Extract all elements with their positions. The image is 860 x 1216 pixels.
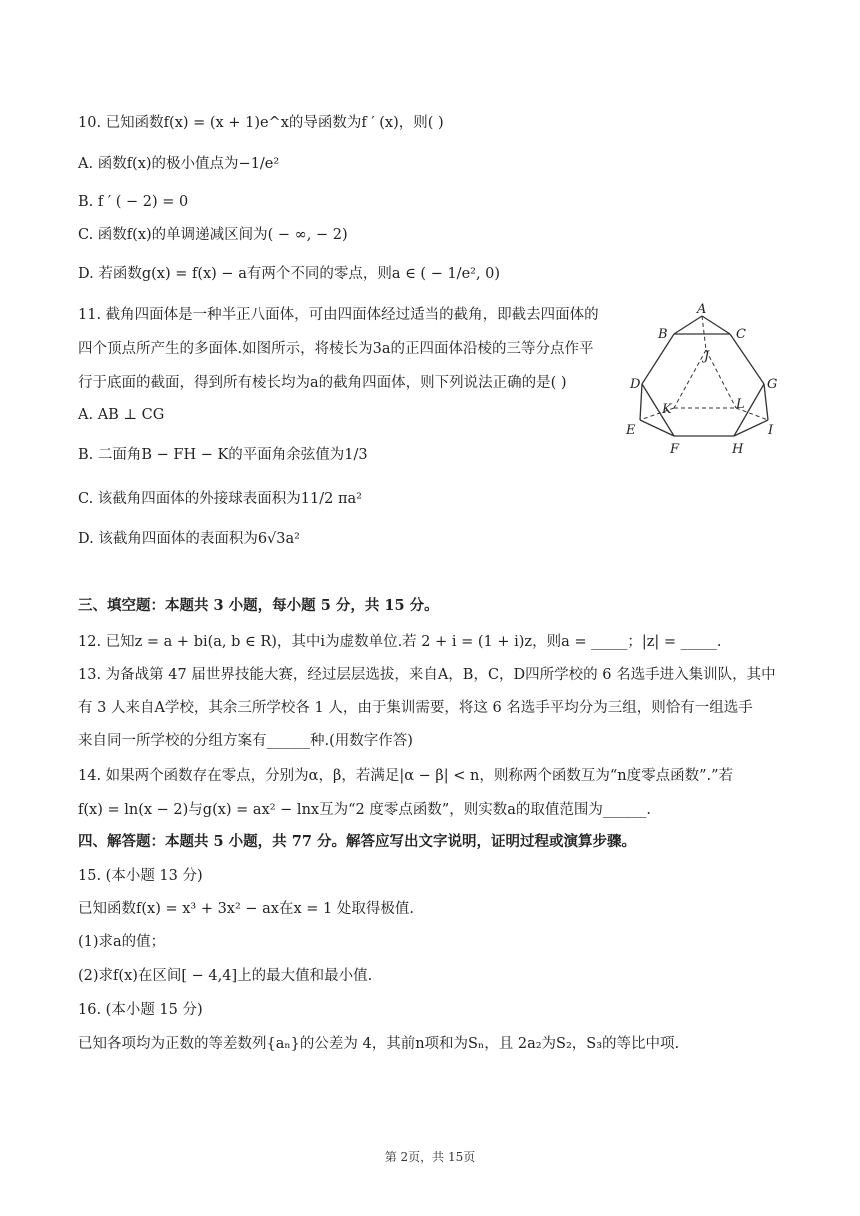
q10-stem: 10. 已知函数f(x) = (x + 1)e^x的导函数为f ′ (x)，则( ) [78, 115, 444, 131]
q12-text: 12. 已知z = a + bi(a, b ∈ R)，其中i为虚数单位.若 2 + i = (1 + i)z，则a = _____；|z| = _____. [78, 634, 722, 650]
section-4-heading: 四、解答题：本题共 5 小题，共 77 分。解答应写出文字说明，证明过程或演算步骤。 [78, 833, 636, 850]
q15-part1: (1)求a的值； [78, 934, 166, 950]
q14-line2: f(x) = ln(x − 2)与g(x) = ax² − lnx互为“2 度零点函数”，则实数a的取值范围为______. [78, 802, 651, 818]
q14-line1: 14. 如果两个函数存在零点，分别为α，β，若满足|α − β| < n，则称两个函数互为“n度零点函数”.”若 [78, 768, 734, 784]
q11-stem-line1: 11. 截角四面体是一种半正八面体，可由四面体经过适当的截角，即截去四面体的 [78, 307, 599, 323]
q11-option-b: B. 二面角B − FH − K的平面角余弦值为1/3 [78, 447, 368, 463]
q11-option-a: A. AB ⊥ CG [78, 407, 165, 423]
q11-stem-line3: 行于底面的截面，得到所有棱长均为a的截角四面体，则下列说法正确的是( ) [78, 375, 567, 391]
vertex-label-d: D [630, 377, 641, 392]
section-3-heading: 三、填空题：本题共 3 小题，每小题 5 分，共 15 分。 [78, 597, 439, 614]
q11-stem-line2: 四个顶点所产生的多面体.如图所示，将棱长为3a的正四面体沿棱的三等分点作平 [78, 341, 594, 357]
q15-header: 15. (本小题 13 分) [78, 868, 203, 884]
vertex-label-k: K [662, 402, 672, 417]
vertex-label-b: B [658, 327, 668, 342]
q11-option-d: D. 该截角四面体的表面积为6√3a² [78, 531, 300, 547]
q11-option-c: C. 该截角四面体的外接球表面积为11/2 πa² [78, 491, 362, 507]
q13-line2: 有 3 人来自A学校，其余三所学校各 1 人，由于集训需要，将这 6 名选手平均分为三组，则恰有一组选手 [78, 700, 753, 716]
vertex-label-j: J [704, 349, 710, 364]
q16-header: 16. (本小题 15 分) [78, 1002, 203, 1018]
vertex-label-c: C [736, 327, 746, 342]
q15-stem: 已知函数f(x) = x³ + 3x² − ax在x = 1 处取得极值. [78, 901, 414, 917]
vertex-label-h: H [732, 442, 744, 457]
vertex-label-e: E [626, 423, 636, 438]
q10-option-b: B. f ′ ( − 2) = 0 [78, 194, 189, 210]
truncated-tetrahedron-figure [622, 300, 792, 466]
q10-option-d: D. 若函数g(x) = f(x) − a有两个不同的零点，则a ∈ ( − 1/e², 0) [78, 266, 501, 282]
vertex-label-l: L [736, 397, 745, 412]
q16-stem: 已知各项均为正数的等差数列{aₙ}的公差为 4，其前n项和为Sₙ，且 2a₂为S₂，S₃的等比中项. [78, 1036, 680, 1052]
q13-line1: 13. 为备战第 47 届世界技能大赛，经过层层选拔，来自A，B，C，D四所学校的 6 名选手进入集训队，其中 [78, 667, 776, 683]
q13-line3: 来自同一所学校的分组方案有______种.(用数字作答) [78, 733, 413, 749]
vertex-label-i: I [768, 423, 774, 438]
vertex-label-f: F [670, 442, 680, 457]
vertex-label-g: G [767, 377, 778, 392]
vertex-label-a: A [697, 302, 707, 317]
q10-option-a: A. 函数f(x)的极小值点为−1/e² [78, 156, 280, 172]
q10-option-c: C. 函数f(x)的单调递减区间为( − ∞, − 2) [78, 227, 348, 243]
q15-part2: (2)求f(x)在区间[ − 4,4]上的最大值和最小值. [78, 968, 373, 984]
page-footer: 第 2页，共 15页 [384, 1150, 476, 1164]
